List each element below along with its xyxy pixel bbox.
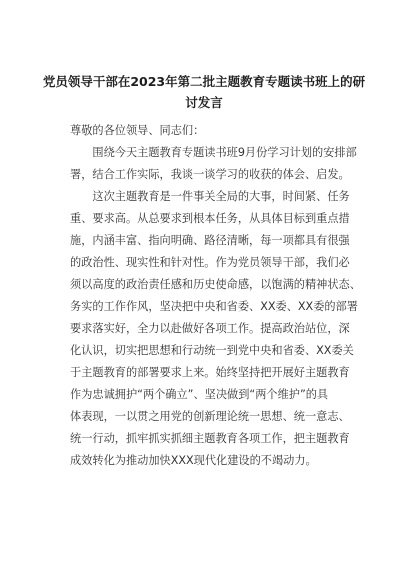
body-line: 重、要求高。从总要求到根本任务，从具体目标到重点措 bbox=[70, 212, 350, 225]
body-line: 须以高度的政治责任感和历史使命感，以饱满的精神状态、 bbox=[70, 278, 361, 291]
document-title-line-1: 党员领导干部在2023年第二批主题教育专题读书班上的研 bbox=[42, 74, 366, 89]
body-line: 体表现，一以贯之用党的创新理论统一思想、统一意志、 bbox=[70, 410, 350, 423]
body-line: 这次主题教育是一件事关全局的大事，时间紧、任务 bbox=[70, 190, 350, 203]
body-line: 围绕今天主题教育专题读书班9月份学习计划的安排部 bbox=[70, 146, 357, 159]
body-line: 于主题教育的部署要求上来。始终坚持把开展好主题教育 bbox=[70, 366, 350, 379]
body-line: 统一行动，抓牢抓实抓细主题教育各项工作，把主题教育 bbox=[70, 432, 350, 445]
document-title-line-2: 讨发言 bbox=[185, 95, 223, 110]
body-line: 署，结合工作实际，我谈一谈学习的收获的体会、启发。 bbox=[70, 168, 350, 181]
body-line: 务实的工作作风，坚决把中央和省委、XX委、XX委的部署 bbox=[70, 300, 358, 313]
body-line: 作为忠诚拥护“两个确立”、坚决做到“两个维护”的具 bbox=[70, 388, 329, 401]
body-line: 化认识，切实把思想和行动统一到党中央和省委、XX委关 bbox=[70, 344, 354, 357]
body-line: 施，内涵丰富、指向明确、路径清晰，每一项都具有很强 bbox=[70, 234, 350, 247]
body-line: 的政治性、现实性和针对性。作为党员领导干部，我们必 bbox=[70, 256, 350, 269]
body-line: 要求落实好，全力以赴做好各项工作。提高政治站位，深 bbox=[70, 322, 350, 335]
salutation: 尊敬的各位领导、同志们： bbox=[70, 124, 205, 137]
body-line: 成效转化为推动加快XXX现代化建设的不竭动力。 bbox=[70, 454, 317, 467]
